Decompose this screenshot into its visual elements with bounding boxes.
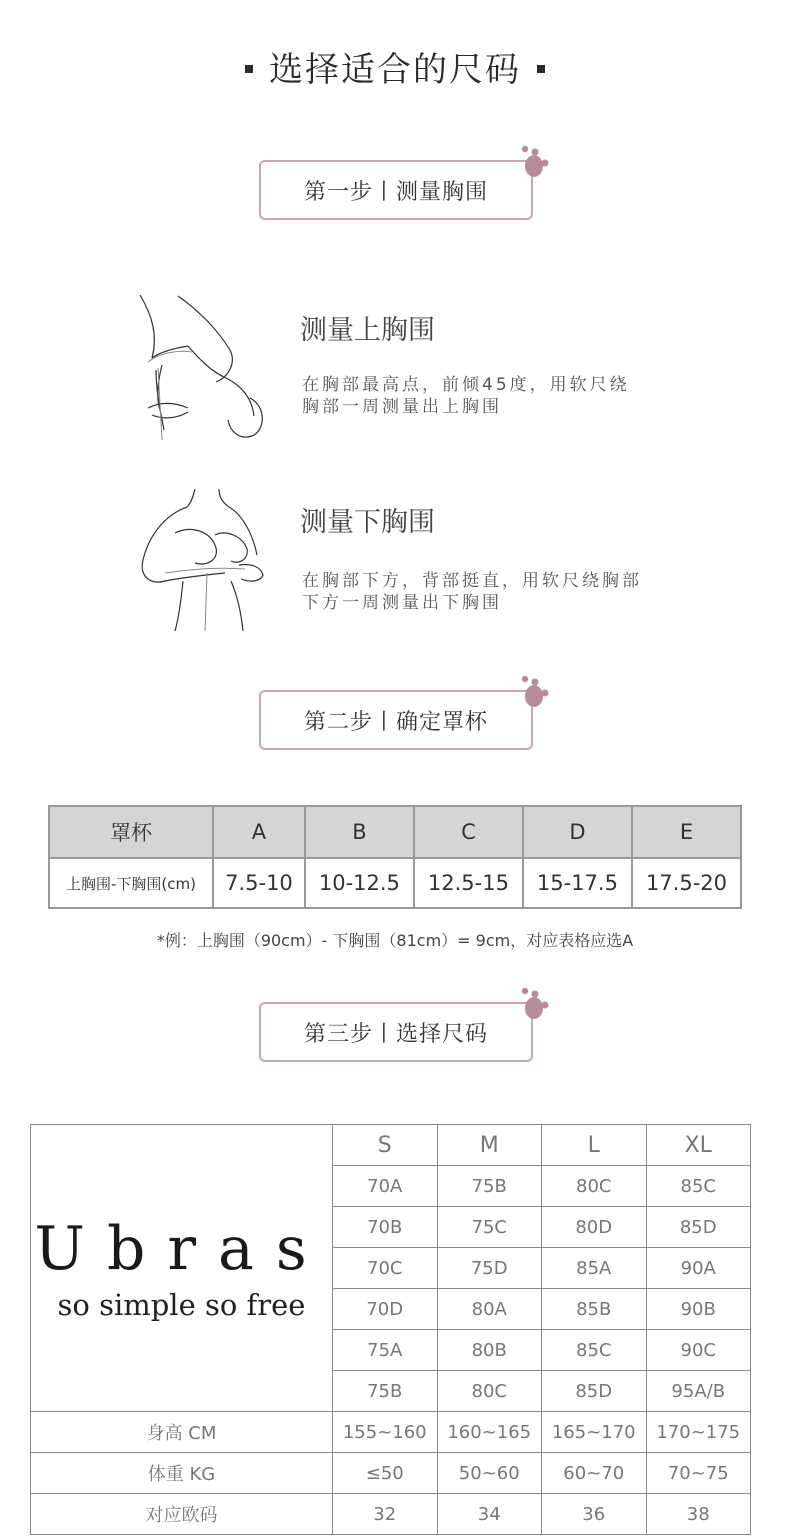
band-size-cell: 80B: [437, 1330, 542, 1371]
band-size-cell: 85C: [542, 1330, 647, 1371]
eu-size-row: [31, 1494, 751, 1535]
step3-label-box: [259, 1002, 533, 1062]
band-size-cell: 70C: [333, 1248, 438, 1289]
paw-icon: [512, 143, 552, 183]
height-cell: 165~170: [542, 1412, 647, 1453]
size-header-cell: S: [333, 1125, 438, 1166]
height-cell: 170~175: [646, 1412, 751, 1453]
weight-cell: 70~75: [646, 1453, 751, 1494]
under-bust-desc: [302, 570, 642, 614]
step2-label-box: [259, 690, 533, 750]
step1-label-box: [259, 160, 533, 220]
weight-cell: ≤50: [333, 1453, 438, 1494]
size-chart-table: [30, 1124, 751, 1535]
cup-size-table: [48, 805, 742, 909]
page-title: [0, 42, 790, 91]
band-size-cell: 85D: [646, 1207, 751, 1248]
page-title-text: 选择适合的尺码: [269, 50, 521, 90]
cup-table-header-cell: 罩杯: [49, 806, 213, 858]
cup-table-cell: 7.5-10: [213, 858, 305, 908]
upper-bust-title: 测量上胸围: [300, 315, 435, 346]
band-size-cell: 90B: [646, 1289, 751, 1330]
under-bust-desc-line1: 在胸部下方，背部挺直，用软尺绕胸部: [302, 571, 642, 591]
size-header-cell: L: [542, 1125, 647, 1166]
step2-label: 第二步丨确定罩杯: [303, 709, 488, 735]
band-size-cell: 80C: [437, 1371, 542, 1412]
upper-bust-desc: [302, 374, 630, 418]
cup-example-note: *例：上胸围（90cm）- 下胸围（81cm）= 9cm，对应表格应选A: [156, 931, 634, 950]
band-size-cell: 90C: [646, 1330, 751, 1371]
cup-table-header-cell: A: [213, 806, 305, 858]
upper-bust-desc-line2: 胸部一周测量出上胸围: [302, 397, 502, 417]
weight-row: [31, 1453, 751, 1494]
title-bullet-left: [245, 65, 253, 73]
upper-bust-illustration: [130, 290, 270, 440]
upper-bust-desc-line1: 在胸部最高点，前倾45度，用软尺绕: [302, 375, 630, 395]
paw-icon: [512, 673, 552, 713]
step1-label: 第一步丨测量胸围: [303, 179, 488, 205]
weight-cell: 60~70: [542, 1453, 647, 1494]
band-size-cell: 85D: [542, 1371, 647, 1412]
band-size-cell: 85B: [542, 1289, 647, 1330]
step3-label: 第三步丨选择尺码: [303, 1021, 488, 1047]
eu-size-cell: 32: [333, 1494, 438, 1535]
cup-table-data-row: [49, 858, 741, 908]
band-size-cell: 80C: [542, 1166, 647, 1207]
band-size-cell: 85C: [646, 1166, 751, 1207]
title-bullet-right: [537, 65, 545, 73]
band-size-cell: 95A/B: [646, 1371, 751, 1412]
band-size-cell: 70B: [333, 1207, 438, 1248]
eu-size-cell: 36: [542, 1494, 647, 1535]
band-size-cell: 80A: [437, 1289, 542, 1330]
cup-table-header-cell: C: [414, 806, 523, 858]
cup-table-header-row: [49, 806, 741, 858]
cup-table-header-cell: D: [523, 806, 632, 858]
band-size-cell: 75D: [437, 1248, 542, 1289]
under-bust-illustration: [135, 485, 275, 635]
band-size-cell: 75B: [437, 1166, 542, 1207]
cup-table-cell: 10-12.5: [305, 858, 414, 908]
cup-table-header-cell: B: [305, 806, 414, 858]
cup-table-row-label: 上胸围-下胸围(cm): [49, 858, 213, 908]
eu-size-cell: 34: [437, 1494, 542, 1535]
paw-icon: [512, 985, 552, 1025]
under-bust-title: 测量下胸围: [300, 507, 435, 538]
size-header-row: [31, 1125, 751, 1166]
band-size-cell: 85A: [542, 1248, 647, 1289]
brand-cell: [31, 1125, 333, 1412]
band-size-cell: 70A: [333, 1166, 438, 1207]
band-size-cell: 90A: [646, 1248, 751, 1289]
band-size-cell: 70D: [333, 1289, 438, 1330]
eu-size-label: 对应欧码: [31, 1494, 333, 1535]
band-size-cell: 75A: [333, 1330, 438, 1371]
cup-table-cell: 17.5-20: [632, 858, 741, 908]
brand-slogan: so simple so free: [57, 1288, 306, 1322]
cup-table-header-cell: E: [632, 806, 741, 858]
height-cell: 160~165: [437, 1412, 542, 1453]
brand-logo: Ubras: [34, 1214, 329, 1284]
under-bust-desc-line2: 下方一周测量出下胸围: [302, 593, 502, 613]
cup-table-cell: 12.5-15: [414, 858, 523, 908]
cup-table-cell: 15-17.5: [523, 858, 632, 908]
size-header-cell: XL: [646, 1125, 751, 1166]
height-cell: 155~160: [333, 1412, 438, 1453]
band-size-cell: 75B: [333, 1371, 438, 1412]
weight-label: 体重 KG: [31, 1453, 333, 1494]
band-size-cell: 80D: [542, 1207, 647, 1248]
height-label: 身高 CM: [31, 1412, 333, 1453]
weight-cell: 50~60: [437, 1453, 542, 1494]
height-row: [31, 1412, 751, 1453]
eu-size-cell: 38: [646, 1494, 751, 1535]
band-size-cell: 75C: [437, 1207, 542, 1248]
size-header-cell: M: [437, 1125, 542, 1166]
